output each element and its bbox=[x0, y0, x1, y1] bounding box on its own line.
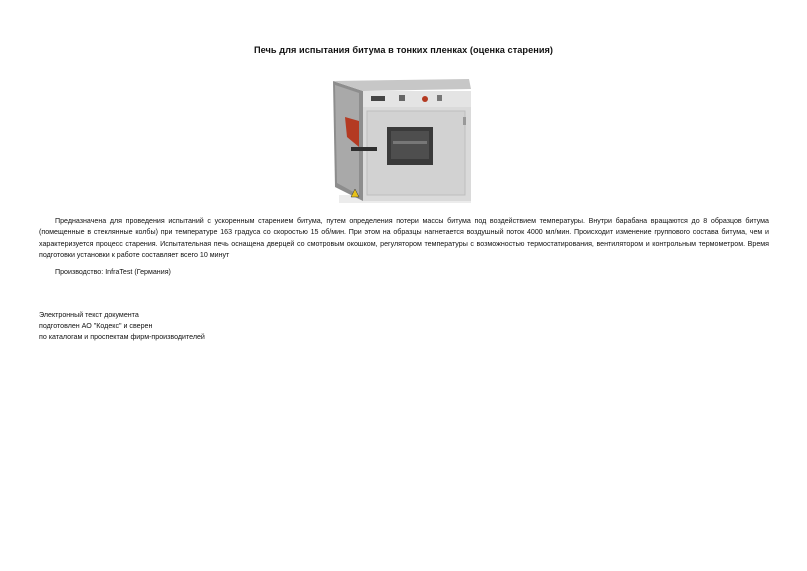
manufacturer-line: Производство: InfraTest (Германия) bbox=[55, 268, 171, 276]
footer-line: по каталогам и проспектам фирм-производителей bbox=[39, 333, 205, 341]
door-handle bbox=[351, 147, 377, 151]
description-paragraph: Предназначена для проведения испытаний с ускоренным старением битума, путем определения потери массы битума под воздействием температуры. Внутри барабана вращаются до 8 образцов битума (помещенные в стеклянные колбы) при температуре 163 градуса со скоростью 15 об/мин. При этом на образцы нагнетается воздушный поток 4000 мл/мин. Происходит изменение группового состава битума, чем и характеризуется процесс старения. Испытательная печь оснащена дверцей со смотровым окошком, регулятором температуры с возможностью термостатирования, вентилятором и контрольным термометром. Время подготовки установки к работе составляет всего 10 минут bbox=[39, 217, 769, 260]
page-title: Печь для испытания битума в тонких пленках (оценка старения) bbox=[253, 45, 554, 55]
footer-line: Электронный текст документа bbox=[39, 311, 139, 319]
oven-photo bbox=[329, 77, 479, 205]
document-footer bbox=[39, 310, 205, 343]
footer-line: подготовлен АО "Кодекс" и сверен bbox=[39, 322, 153, 330]
